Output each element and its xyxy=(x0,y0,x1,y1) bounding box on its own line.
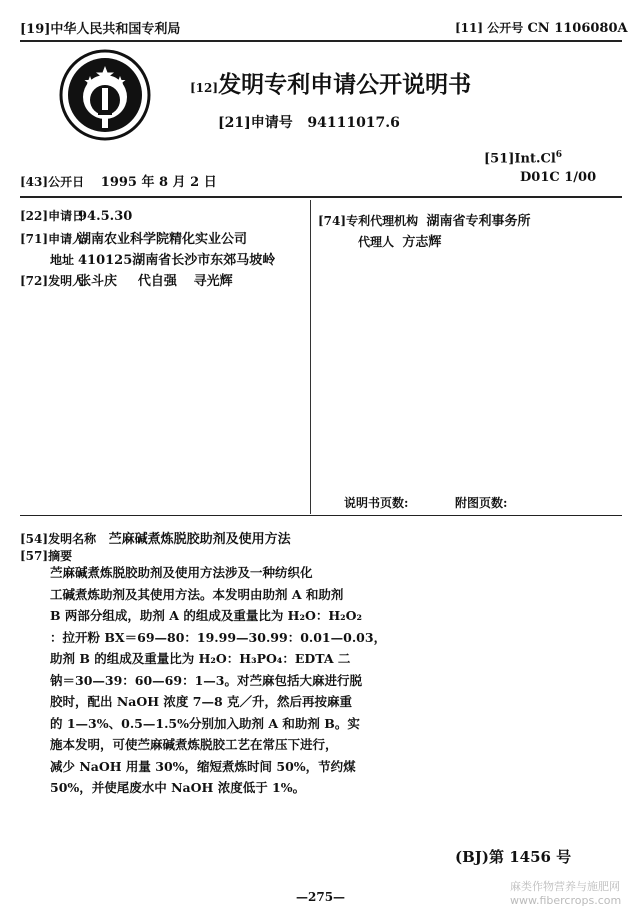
pub-no-value: CN 1106080A xyxy=(527,21,628,36)
publication-date xyxy=(20,171,217,190)
abstract-line: 减少 NaOH 用量 30%，缩短煮炼时间 50%，节约煤 xyxy=(50,758,356,774)
invention-title-row xyxy=(20,528,291,547)
inventor-1: 张斗庆 xyxy=(78,274,118,289)
filing-label: 申请日 xyxy=(48,209,85,223)
filing-code: [22] xyxy=(20,209,49,223)
patent-office-header xyxy=(20,18,180,37)
national-emblem-icon xyxy=(58,48,152,142)
header-rule xyxy=(20,40,622,42)
address-row xyxy=(20,249,275,268)
agent-label: 代理人 xyxy=(358,235,395,249)
pub-no-code: [11] xyxy=(455,21,484,35)
inventor-code: [72] xyxy=(20,274,49,288)
print-code: (BJ)第 1456 号 xyxy=(455,848,572,866)
page-number: —275— xyxy=(296,890,346,904)
applicant-value: 湖南农业科学院精化实业公司 xyxy=(78,232,248,247)
abstract-line: 助剂 B 的组成及重量比为 H₂O：H₃PO₄：EDTA 二 xyxy=(50,651,351,666)
application-number xyxy=(218,112,400,132)
app-value: 94111017.6 xyxy=(307,115,400,131)
spec-page-count: 说明书页数: xyxy=(344,496,409,510)
watermark-text: 麻类作物营养与施肥网 www.fibercrops.com xyxy=(510,880,622,907)
abstract-line: 胶时，配出 NaOH 浓度 7—8 克／升，然后再按麻重 xyxy=(50,694,353,709)
abstract-line: B 两部分组成，助剂 A 的组成及重量比为 H₂O：H₂O₂ xyxy=(50,608,362,623)
section-rule-top xyxy=(20,196,622,198)
pub-no-label: 公开号 xyxy=(487,21,524,35)
office-code: [19] xyxy=(20,22,51,37)
pubdate-label: 公开日 xyxy=(48,175,85,189)
document-type-title xyxy=(190,66,471,99)
class-superscript: 6 xyxy=(555,150,563,160)
agency-row xyxy=(318,210,530,229)
applicant-code: [71] xyxy=(20,232,49,246)
filing-value: 94.5.30 xyxy=(78,209,133,224)
abstract-line: 钠＝30—39：60—69：1—3。对苎麻包括大麻进行脱 xyxy=(50,672,362,688)
title-value: 苎麻碱煮炼脱胶助剂及使用方法 xyxy=(108,532,291,547)
class-code: [51] xyxy=(484,151,515,167)
applicant-label: 申请人 xyxy=(48,232,85,246)
abstract-line: 施本发明，可使苎麻碱煮炼脱胶工艺在常压下进行， xyxy=(50,737,338,752)
agency-code: [74] xyxy=(318,214,347,228)
doc-type-text: 发明专利申请公开说明书 xyxy=(218,71,472,98)
agency-value: 湖南省专利事务所 xyxy=(426,214,531,229)
app-label: 申请号 xyxy=(250,115,293,131)
class-label: Int.Cl xyxy=(514,151,556,167)
office-name: 中华人民共和国专利局 xyxy=(50,22,181,37)
title-code: [54] xyxy=(20,532,49,546)
column-divider xyxy=(310,200,311,514)
app-code: [21] xyxy=(218,115,251,131)
publication-number xyxy=(455,19,628,36)
drawing-page-count: 附图页数: xyxy=(455,496,508,510)
abstract-label: 摘要 xyxy=(48,549,73,563)
agency-label: 专利代理机构 xyxy=(346,214,419,228)
classification-value: D01C 1/00 xyxy=(520,170,597,185)
inventor-label: 发明人 xyxy=(48,274,85,288)
abstract-line: 苎麻碱煮炼脱胶助剂及使用方法涉及一种纺织化 xyxy=(50,565,313,580)
abstract-code: [57] xyxy=(20,549,49,563)
doc-type-code: [12] xyxy=(190,81,219,95)
classification-label xyxy=(484,150,562,166)
abstract-line: 的 1—3%、0.5—1.5%分别加入助剂 A 和助剂 B。实 xyxy=(50,715,360,731)
inventor-3: 寻光辉 xyxy=(193,274,233,289)
agent-value: 方志辉 xyxy=(402,235,442,250)
applicant-row xyxy=(20,228,247,247)
abstract-body xyxy=(50,562,558,799)
pubdate-code: [43] xyxy=(20,175,49,189)
address-label: 地址 xyxy=(49,253,74,267)
filing-date-row xyxy=(20,207,132,224)
agent-row xyxy=(358,231,441,250)
section-rule-bottom xyxy=(20,515,622,516)
inventor-row xyxy=(20,270,233,289)
pubdate-value: 1995 年 8 月 2 日 xyxy=(100,175,217,190)
abstract-line: 工碱煮炼助剂及其使用方法。本发明由助剂 A 和助剂 xyxy=(50,586,344,602)
abstract-line: 50%，并使尾废水中 NaOH 浓度低于 1%。 xyxy=(50,780,306,795)
inventor-2: 代自强 xyxy=(137,274,177,289)
abstract-line: ：拉开粉 BX＝69—80：19.99—30.99：0.01—0.03， xyxy=(50,629,387,645)
address-value: 410125湖南省长沙市东郊马坡岭 xyxy=(78,253,276,268)
title-label: 发明名称 xyxy=(48,532,97,546)
